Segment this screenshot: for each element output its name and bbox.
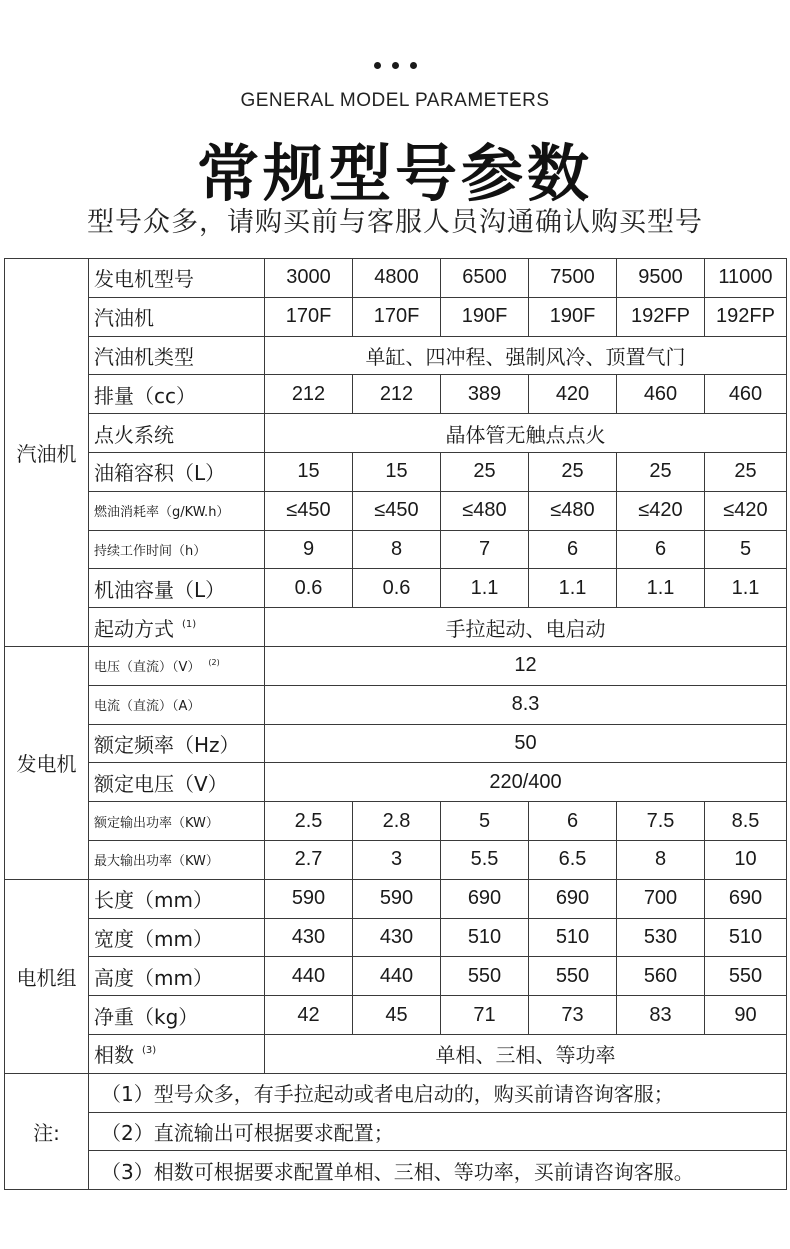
table-cell: 170F (265, 297, 353, 336)
table-cell: 690 (705, 879, 787, 918)
table-cell: 510 (705, 918, 787, 957)
row-label (89, 297, 265, 336)
row-label (89, 375, 265, 414)
table-row (5, 879, 787, 918)
table-row (5, 646, 787, 685)
row-label-text: 额定电压（V） (94, 771, 228, 796)
row-label (89, 802, 265, 841)
table-cell: 6 (529, 802, 617, 841)
spanning-cell: 50 (265, 724, 787, 763)
dot-icon (374, 62, 381, 69)
footnote-mark: (2) (208, 658, 220, 668)
table-row (5, 336, 787, 375)
table-row (5, 452, 787, 491)
table-cell: 9500 (617, 259, 705, 298)
row-label-text: 长度（mm） (94, 888, 213, 913)
row-label (89, 957, 265, 996)
table-cell: 45 (353, 996, 441, 1035)
table-row (5, 608, 787, 647)
table-cell: 83 (617, 996, 705, 1035)
row-label-text: 电流（直流）（A） (94, 699, 201, 715)
table-cell: 7500 (529, 259, 617, 298)
table-cell: 690 (441, 879, 529, 918)
table-row (5, 918, 787, 957)
row-label-text: 机油容量（L） (94, 577, 226, 602)
row-label (89, 763, 265, 802)
table-cell: 0.6 (265, 569, 353, 608)
table-cell: 7.5 (617, 802, 705, 841)
table-row (5, 685, 787, 724)
table-cell: 690 (529, 879, 617, 918)
table-cell: 430 (353, 918, 441, 957)
section-generator: 发电机 (5, 646, 89, 879)
spanning-cell: 晶体管无触点点火 (265, 414, 787, 453)
table-cell: ≤480 (441, 491, 529, 530)
table-cell: 15 (265, 452, 353, 491)
table-cell: ≤420 (705, 491, 787, 530)
table-cell: 5 (441, 802, 529, 841)
note-text: （3）相数可根据要求配置单相、三相、等功率，买前请咨询客服。 (89, 1151, 787, 1190)
table-cell: 73 (529, 996, 617, 1035)
table-cell: 440 (265, 957, 353, 996)
spanning-cell: 12 (265, 646, 787, 685)
section-notes: 注: (5, 1073, 89, 1189)
table-cell: 190F (441, 297, 529, 336)
table-cell: 11000 (705, 259, 787, 298)
table-cell: 6.5 (529, 840, 617, 879)
table-row (5, 530, 787, 569)
table-row (5, 840, 787, 879)
table-cell: 3 (353, 840, 441, 879)
table-cell: 90 (705, 996, 787, 1035)
table-cell: 2.5 (265, 802, 353, 841)
table-cell: 6500 (441, 259, 529, 298)
table-cell: 5.5 (441, 840, 529, 879)
table-cell: ≤450 (265, 491, 353, 530)
table-cell: 700 (617, 879, 705, 918)
table-cell: 0.6 (353, 569, 441, 608)
table-cell: 389 (441, 375, 529, 414)
table-cell: 6 (617, 530, 705, 569)
row-label (89, 452, 265, 491)
table-cell: ≤450 (353, 491, 441, 530)
table-cell: 4800 (353, 259, 441, 298)
note-row (5, 1112, 787, 1151)
table-cell: 8 (617, 840, 705, 879)
row-label (89, 840, 265, 879)
english-subtitle: GENERAL MODEL PARAMETERS (240, 90, 550, 111)
row-label-text: 持续工作时间（h） (94, 543, 207, 559)
row-label-text: 净重（kg） (94, 1004, 199, 1029)
row-label-text: 额定输出功率（KW） (94, 815, 219, 831)
spanning-cell: 8.3 (265, 685, 787, 724)
table-cell: 1.1 (529, 569, 617, 608)
table-cell: 1.1 (441, 569, 529, 608)
parameters-table (4, 258, 787, 1190)
row-label-text: 油箱容积（L） (94, 461, 226, 486)
table-cell: 190F (529, 297, 617, 336)
table-cell: 3000 (265, 259, 353, 298)
table-cell: 440 (353, 957, 441, 996)
row-label (89, 608, 265, 647)
row-label (89, 259, 265, 298)
spanning-cell: 手拉起动、电启动 (265, 608, 787, 647)
row-label (89, 879, 265, 918)
table-row (5, 1034, 787, 1073)
decorative-dots (0, 62, 790, 69)
table-row (5, 569, 787, 608)
table-cell: 510 (441, 918, 529, 957)
row-label (89, 918, 265, 957)
section-unit: 电机组 (5, 879, 89, 1073)
row-label-text: 汽油机 (94, 306, 154, 331)
page-title: 常规型号参数 (196, 137, 593, 210)
row-label-text: 额定频率（Hz） (94, 732, 240, 757)
row-label-text: 电压（直流）（V） (94, 660, 201, 676)
table-cell: 192FP (705, 297, 787, 336)
table-cell: 460 (705, 375, 787, 414)
table-cell: 550 (529, 957, 617, 996)
table-cell: 15 (353, 452, 441, 491)
row-label (89, 569, 265, 608)
table-cell: 8 (353, 530, 441, 569)
dot-icon (410, 62, 417, 69)
table-cell: 590 (265, 879, 353, 918)
table-cell: 71 (441, 996, 529, 1035)
table-cell: 590 (353, 879, 441, 918)
row-label-text: 点火系统 (94, 422, 174, 447)
row-label-text: 排量（cc） (94, 383, 196, 408)
table-row (5, 724, 787, 763)
row-label-text: 起动方式 (94, 616, 174, 641)
table-cell: 1.1 (617, 569, 705, 608)
note-text: （2）直流输出可根据要求配置； (89, 1112, 787, 1151)
row-label (89, 491, 265, 530)
row-label (89, 1034, 265, 1073)
table-cell: 420 (529, 375, 617, 414)
row-label (89, 414, 265, 453)
section-engine: 汽油机 (5, 259, 89, 647)
row-label-text: 最大输出功率（KW） (94, 854, 219, 870)
table-cell: 510 (529, 918, 617, 957)
table-row (5, 259, 787, 298)
table-cell: 2.8 (353, 802, 441, 841)
table-cell: ≤420 (617, 491, 705, 530)
footnote-mark: (3) (142, 1045, 157, 1057)
table-cell: 430 (265, 918, 353, 957)
table-cell: 460 (617, 375, 705, 414)
row-label-text: 汽油机类型 (94, 344, 194, 369)
row-label-text: 燃油消耗率（g/KW.h） (94, 505, 230, 521)
table-row (5, 491, 787, 530)
table-cell: 530 (617, 918, 705, 957)
row-label (89, 685, 265, 724)
row-label (89, 646, 265, 685)
table-row (5, 802, 787, 841)
table-cell: 212 (353, 375, 441, 414)
row-label-text: 高度（mm） (94, 965, 213, 990)
table-row (5, 297, 787, 336)
table-cell: 550 (705, 957, 787, 996)
table-cell: 2.7 (265, 840, 353, 879)
row-label-text: 相数 (94, 1043, 134, 1068)
table-row (5, 414, 787, 453)
spanning-cell: 220/400 (265, 763, 787, 802)
note-text: （1）型号众多，有手拉起动或者电启动的，购买前请咨询客服； (89, 1073, 787, 1112)
table-cell: 25 (529, 452, 617, 491)
table-cell: 192FP (617, 297, 705, 336)
table-cell: 5 (705, 530, 787, 569)
row-label (89, 724, 265, 763)
table-row (5, 763, 787, 802)
row-label-text: 发电机型号 (94, 267, 194, 292)
dot-icon (392, 62, 399, 69)
table-cell: 25 (441, 452, 529, 491)
footnote-mark: (1) (182, 618, 197, 630)
table-cell: 9 (265, 530, 353, 569)
table-row (5, 957, 787, 996)
note-row (5, 1073, 787, 1112)
table-cell: 1.1 (705, 569, 787, 608)
table-cell: 10 (705, 840, 787, 879)
table-row (5, 996, 787, 1035)
note-row (5, 1151, 787, 1190)
table-row (5, 375, 787, 414)
tagline: 型号众多，请购买前与客服人员沟通确认购买型号 (87, 207, 703, 238)
table-cell: 212 (265, 375, 353, 414)
table-cell: 560 (617, 957, 705, 996)
spanning-cell: 单相、三相、等功率 (265, 1034, 787, 1073)
spanning-cell: 单缸、四冲程、强制风冷、顶置气门 (265, 336, 787, 375)
table-cell: 42 (265, 996, 353, 1035)
table-cell: 8.5 (705, 802, 787, 841)
row-label (89, 336, 265, 375)
row-label (89, 530, 265, 569)
table-cell: 7 (441, 530, 529, 569)
table-cell: ≤480 (529, 491, 617, 530)
table-cell: 25 (617, 452, 705, 491)
table-cell: 550 (441, 957, 529, 996)
table-cell: 6 (529, 530, 617, 569)
table-cell: 170F (353, 297, 441, 336)
row-label (89, 996, 265, 1035)
table-cell: 25 (705, 452, 787, 491)
row-label-text: 宽度（mm） (94, 926, 213, 951)
